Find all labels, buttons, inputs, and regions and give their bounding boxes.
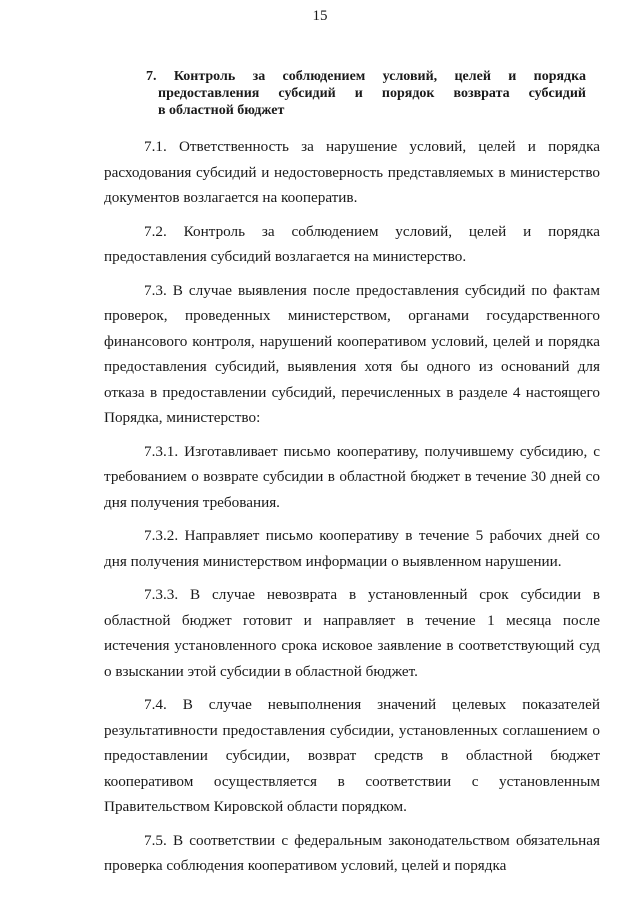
paragraph-7-3-2: 7.3.2. Направляет письмо кооперативу в течение 5 рабочих дней со дня получения министерством информации о выявленном нарушении. — [104, 527, 600, 570]
section-title — [146, 68, 586, 119]
paragraph-7-2: 7.2. Контроль за соблюдением условий, целей и порядка предоставления субсидий возлагается на министерство. — [104, 222, 600, 265]
paragraph-7-5: 7.5. В соответствии с федеральным законодательством обязательная проверка соблюдения кооперативом условий, целей и порядка — [104, 831, 600, 874]
paragraph-7-3: 7.3. В случае выявления после предоставления субсидий по фактам проверок, проведенных министерством, органами государственного финансового контроля, нарушений кооперативом условий, целей и порядка предоставления субсидий, выявления хотя бы одного из оснований для отказа в предоставлении субсидий, перечисленных в разделе 4 настоящего Порядка, министерство: — [104, 281, 600, 426]
paragraph-7-3-3: 7.3.3. В случае невозврата в установленный срок субсидии в областной бюджет готовит и направляет в течение 1 месяца после истечения установленного срока исковое заявление в соответствующий суд о взыскании этой субсидии в областной бюджет. — [104, 586, 600, 680]
paragraph-7-3-1: 7.3.1. Изготавливает письмо кооперативу, получившему субсидию, с требованием о возврате субсидии в областной бюджет в течение 30 дней со дня получения требования. — [104, 442, 600, 511]
page-number: 15 — [312, 8, 328, 24]
section-title-line-1: 7. Контроль за соблюдением условий, целей и порядка — [146, 69, 586, 84]
paragraph-7-4: 7.4. В случае невыполнения значений целевых показателей результативности предоставления субсидии, установленных соглашением о предоставлении субсидии, возврат средств в областной бюджет кооперативом осуществляется в соответствии с установленным Правительством Кировской области порядком. — [104, 696, 600, 815]
section-title-line-2: предоставления субсидий и порядок возврата субсидий — [158, 86, 586, 101]
paragraph-7-1: 7.1. Ответственность за нарушение условий, целей и порядка расходования субсидий и недостоверность представляемых в министерство документов возлагается на кооператив. — [104, 138, 600, 206]
section-title-line-3: в областной бюджет — [158, 103, 285, 118]
document-body — [104, 134, 600, 887]
